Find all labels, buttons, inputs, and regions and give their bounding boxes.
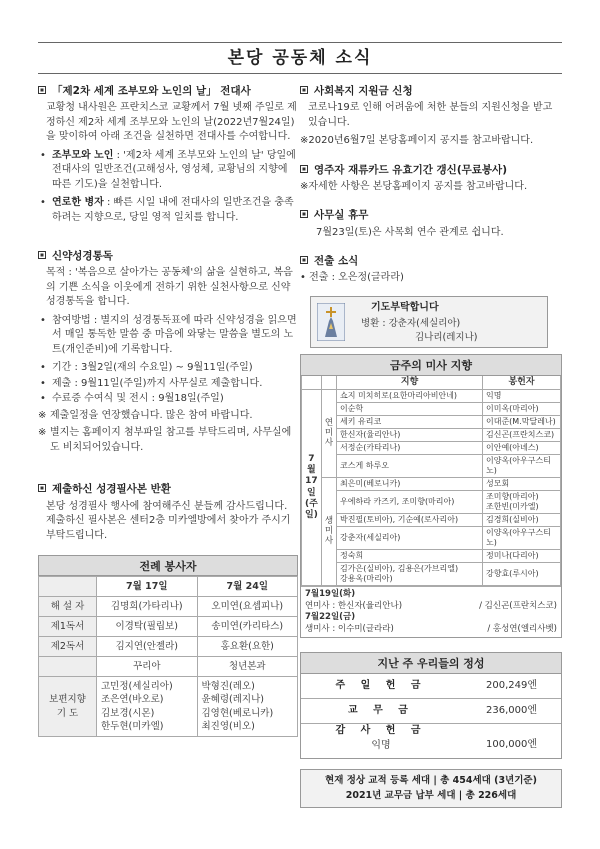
household-census-box (300, 769, 562, 808)
table-cell: 이경탁(필립보) (97, 617, 198, 637)
section-note: ※자세한 사항은 본당홈페이지 공지를 참고바랍니다. (300, 180, 528, 192)
donor-cell: 이미옥(마리아) (483, 403, 561, 416)
table-row (39, 637, 298, 657)
offering-amount: 100,000엔 (485, 739, 537, 750)
offering-label: 교 무 금 (348, 704, 414, 716)
item-text: 수료증 수여식 및 전시 : 9월18일(주일) (52, 393, 224, 405)
item-text: 제출 : 9월11일(주일)까지 사무실로 제출합니다. (52, 377, 263, 389)
name: 최진영(비오) (201, 721, 255, 733)
square-bullet-icon (38, 251, 46, 259)
weekday-donor: / 홍성연(엘리사벳) (487, 623, 557, 634)
table-row (302, 527, 561, 550)
intention-cell: 세키 유리코 (337, 416, 483, 429)
weekday-donor: / 김신곤(프란치스코) (479, 600, 557, 611)
offering-sublabel: 익명 (371, 739, 391, 751)
section-body: • 전출 : 오은정(글라라) (300, 272, 404, 284)
prayer-request-box (310, 296, 548, 348)
table-cell: 김지연(안젤라) (97, 637, 198, 657)
section-heading (38, 84, 298, 99)
row-label-empty (39, 657, 97, 677)
offerings-title: 지난 주 우리들의 정성 (301, 653, 561, 674)
columns (38, 80, 562, 808)
praying-hands-icon (317, 303, 345, 341)
bullet-list (40, 314, 298, 407)
section-body: 7월23일(토)은 사목회 연수 관계로 쉽니다. (316, 226, 504, 238)
census-line: 2021년 교무금 납부 세대 | 총 226세대 (345, 789, 517, 801)
table-cell: 김명희(가타리나) (97, 597, 198, 617)
list-item: • 참여방법 : 별지의 성경통독표에 따라 신약성경을 읽으면서 매일 통독한 말씀 중 마음에 와닿는 말씀을 별도의 노트(개인준비)에 기록합니다. (40, 314, 297, 355)
bulletin-page (0, 42, 600, 849)
list-item: • 연로한 병자 : 빠른 시일 내에 전대사의 일반조건을 충족하려는 지향으로, 당일 영적 일치를 합니다. (40, 197, 294, 223)
square-bullet-icon (300, 210, 308, 218)
donor-cell: 성모회 (483, 478, 561, 491)
item-text: 기간 : 3월2일(재의 수요일) ~ 9월11일(주일) (52, 362, 253, 374)
row-label-line: 보편지향 (49, 693, 86, 705)
row-label: 제2독서 (39, 637, 97, 657)
table-cell: 오미연(요셉피나) (197, 597, 298, 617)
weekday-intention: 연미사 : 한신자(율리안나) (305, 600, 403, 611)
note: ※ 별지는 홈페이지 첨부파일 참고를 부탁드리며, 사무실에도 비치되어있습니다. (38, 427, 292, 453)
table-row (39, 657, 298, 677)
offering-label: 주 일 헌 금 (335, 679, 427, 691)
service-table-box (38, 555, 298, 737)
table-row (302, 563, 561, 586)
section-heading (300, 84, 562, 99)
prayer-line: 김나리(레지나) (415, 331, 478, 343)
donor-cell: 김경희(실비아) (483, 514, 561, 527)
table-cell: 꾸리아 (97, 657, 198, 677)
intention-cell: 김가은(실비아), 김용은(가브리엘) 강용옥(마리아) (337, 563, 483, 586)
list-item: • 조부모와 노인 : '제2차 세계 조부모와 노인의 날' 당일에 전대사의 일반조건(고해성사, 영성체, 교황님의 지향에 따른 기도)을 실천합니다. (40, 149, 296, 190)
section-title: 신약성경통독 (52, 250, 113, 263)
offering-label: 감 사 헌 금 (335, 725, 427, 736)
table-row (39, 597, 298, 617)
page-title: 본당 공동체 소식 (38, 42, 562, 74)
intention-cell: 강춘자(세실리아) (337, 527, 483, 550)
table-row (302, 478, 561, 491)
name: 박형진(레오) (201, 681, 255, 693)
table-row (302, 442, 561, 455)
name: 고민정(세실리아) (101, 681, 173, 693)
weekday-intention: 생미사 : 이수미(글라라) (305, 623, 394, 634)
section-body: 목적 : '복음으로 살아가는 공동체'의 삶을 실현하고, 복음의 기쁜 소식을 이웃에게 전하기 위한 실천사항으로 신약성경통독을 합니다. (46, 267, 293, 308)
section-body: 교황청 내사원은 프란치스코 교황께서 7월 넷째 주일로 제정하신 제2차 세계 조부모와 노인의 날(2022년7월24일)을 맞이하여 아래 조건을 실천하면 전대사를 수여합니다. (46, 102, 297, 143)
list-item: • 제출 : 9월11일(주일)까지 사무실로 제출합니다. (40, 377, 263, 389)
table-row (302, 514, 561, 527)
square-bullet-icon (38, 86, 46, 94)
left-column (38, 80, 298, 808)
donor-cell: 이대준(M.막달레나) (483, 416, 561, 429)
table-corner (302, 376, 322, 390)
table-row (39, 617, 298, 637)
service-table-title: 전례 봉사자 (38, 555, 298, 576)
note-text: 별지는 홈페이지 첨부파일 참고를 부탁드리며, 사무실에도 비치되어있습니다. (50, 427, 292, 453)
section-heading (38, 249, 298, 264)
section-heading (300, 163, 562, 178)
offering-row (301, 724, 561, 758)
item-text: 전출 : 오은정(글라라) (309, 272, 404, 284)
section-body: 본당 성경필사 행사에 참여해주신 분들께 감사드립니다. 제출하신 필사본은 센터2층 미카엘방에서 찾아가 주시기 부탁드립니다. (46, 500, 291, 541)
intention-cell: 정숙희 (337, 550, 483, 563)
column-header: 봉헌자 (483, 376, 561, 390)
prayer-title: 기도부탁합니다 (371, 301, 439, 313)
name: 김영현(베로니카) (201, 707, 274, 719)
donor-cell: 정미나(다리아) (483, 550, 561, 563)
table-cell: 송미연(카리타스) (197, 617, 298, 637)
column-header: 7월 24일 (197, 577, 298, 597)
donor-cell: 김신곤(프란치스코) (483, 429, 561, 442)
donor-cell: 이양옥(아우구스티노) (483, 527, 561, 550)
offerings-table-box (300, 652, 562, 759)
offering-amount: 236,000엔 (485, 704, 537, 716)
right-column (300, 80, 562, 808)
square-bullet-icon (300, 256, 308, 264)
mass-weekday-intentions (301, 586, 561, 637)
census-line: 현재 정상 교적 등록 세대 | 총 454세대 (3년기준) (325, 775, 537, 786)
table-row (302, 416, 561, 429)
intention-cell: 박진필(토비아), 기순예(로사리아) (337, 514, 483, 527)
section-heading (300, 254, 562, 269)
service-table (38, 576, 298, 737)
section-title: 「제2차 세계 조부모와 노인의 날」 전대사 (52, 85, 251, 97)
item-text: 참여방법 : 별지의 성경통독표에 따라 신약성경을 읽으면서 매일 통독한 말씀 중 마음에 와닿는 말씀을 별도의 노트(개인준비)에 기록합니다. (52, 314, 297, 355)
intention-cell: 코스게 하루오 (337, 455, 483, 478)
section-title: 영주자 재류카드 유효기간 갱신(무료봉사) (314, 163, 507, 176)
row-label (39, 677, 97, 737)
prayer-line: 병환 : 강춘자(세실리아) (361, 317, 461, 329)
table-corner (39, 577, 97, 597)
row-label: 제1독서 (39, 617, 97, 637)
donor-cell: 이양옥(아우구스티노) (483, 455, 561, 478)
section-title: 사회복지 지원금 신청 (314, 85, 413, 97)
section-title: 사무실 휴무 (314, 209, 369, 222)
intention-cell: 서정순(카타리나) (337, 442, 483, 455)
donor-cell: 조미향(마리아) 조한빈(미카엘) (483, 491, 561, 514)
table-row (302, 429, 561, 442)
table-cell (197, 677, 298, 737)
mass-intentions-table-box (300, 354, 562, 638)
section-note: ※2020년6월7일 본당홈페이지 공지를 참고바랍니다. (300, 135, 534, 147)
offering-row (301, 674, 561, 699)
table-cell: 홍요환(요한) (197, 637, 298, 657)
row-label: 해 설 자 (39, 597, 97, 617)
item-label: 조부모와 노인 (52, 149, 114, 161)
list-item: • 기간 : 3월2일(재의 수요일) ~ 9월11일(주일) (40, 362, 253, 374)
intention-cell: 이순학 (337, 403, 483, 416)
section-body: 코로나19로 인해 어려움에 처한 분들의 지원신청을 받고 있습니다. (308, 102, 553, 128)
intention-cell: 쇼지 미치히로(요한마리아비안네) (337, 390, 483, 403)
offering-label-group (301, 724, 461, 758)
name: 김보경(시몬) (101, 707, 155, 719)
weekday-date: 7월19일(화) (305, 589, 356, 600)
square-bullet-icon (38, 484, 46, 492)
table-cell: 청년본과 (197, 657, 298, 677)
bullet-list (40, 149, 298, 226)
offering-amount: 200,249엔 (485, 679, 537, 691)
table-row (302, 390, 561, 403)
square-bullet-icon (300, 86, 308, 94)
table-row (302, 455, 561, 478)
intention-cell: 우에하라 카즈키, 조미향(마리아) (337, 491, 483, 514)
weekday-date: 7월22일(금) (305, 612, 356, 623)
donor-cell: 강향효(루시아) (483, 563, 561, 586)
table-row (302, 403, 561, 416)
section-title: 제출하신 성경필사본 반환 (52, 483, 171, 496)
item-label: 연로한 병자 (52, 197, 104, 209)
table-row (39, 677, 298, 737)
name: 윤혜령(레지나) (201, 694, 264, 706)
row-label-line: 기 도 (56, 707, 79, 719)
donor-cell: 익명 (483, 390, 561, 403)
table-row (302, 491, 561, 514)
name: 조은연(바오로) (101, 694, 164, 706)
table-corner (321, 376, 336, 390)
section-title: 전출 소식 (314, 255, 359, 268)
mass-date: 7월17일(주일) (302, 390, 322, 586)
item-text: : '제2차 세계 조부모와 노인의 날' 당일에 전대사의 일반조건(고해성사, 영성체, 교황님의 지향에 따른 기도)을 실천합니다. (52, 149, 296, 190)
section-heading (300, 208, 562, 223)
table-row (302, 550, 561, 563)
column-header: 지향 (337, 376, 483, 390)
mass-table-title: 금주의 미사 지향 (301, 355, 561, 376)
intention-cell: 최은미(베로니카) (337, 478, 483, 491)
column-header: 7월 17일 (97, 577, 198, 597)
name: 한두현(미카엘) (101, 721, 164, 733)
mass-category: 생미사 (321, 478, 336, 586)
mass-category: 연미사 (321, 390, 336, 478)
note: ※ 제출일정을 연장했습니다. 많은 참여 바랍니다. (38, 409, 253, 421)
square-bullet-icon (300, 165, 308, 173)
note-text: 제출일정을 연장했습니다. 많은 참여 바랍니다. (50, 409, 253, 421)
list-item: • 수료증 수여식 및 전시 : 9월18일(주일) (40, 393, 224, 405)
item-text: : 빠른 시일 내에 전대사의 일반조건을 충족하려는 지향으로, 당일 영적 일치를 합니다. (52, 197, 294, 223)
mass-intentions-table (301, 376, 561, 586)
intention-cell: 한신자(율리안나) (337, 429, 483, 442)
section-heading (38, 482, 298, 497)
donor-cell: 이안예(아녜스) (483, 442, 561, 455)
offering-row (301, 699, 561, 724)
table-cell (97, 677, 198, 737)
